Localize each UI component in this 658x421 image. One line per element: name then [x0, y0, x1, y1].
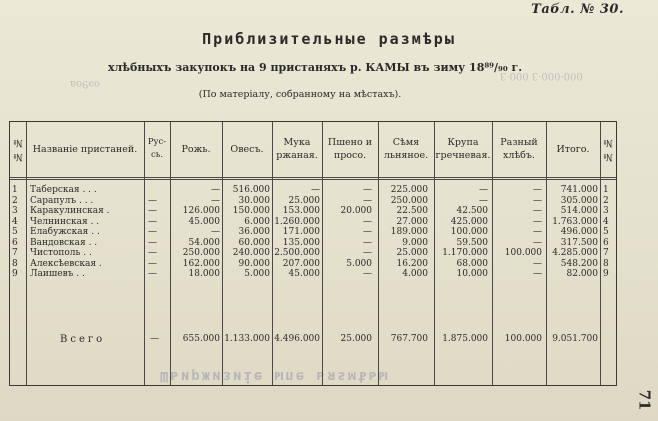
- cell-wheat: 20.000: [340, 206, 372, 216]
- cell-total: 496.000: [560, 227, 598, 237]
- header-total: Итого.: [556, 143, 590, 155]
- table-number: Табл. № 30.: [531, 2, 624, 17]
- cell-wheat: —: [363, 237, 372, 248]
- cell-flour: 171.000: [282, 227, 320, 237]
- header-rozh: Рожь.: [181, 143, 211, 155]
- bleed-through-text: 000·000·3 000·3: [500, 70, 583, 81]
- cell-buckwheat: 42.500: [456, 206, 488, 216]
- cell-misc: —: [533, 269, 542, 279]
- cell-no2: 8: [603, 258, 609, 269]
- cell-rozh: 250.000: [182, 248, 220, 258]
- cell-total: 514.000: [560, 206, 598, 216]
- totals-rozh: 655.000: [182, 334, 220, 344]
- cell-total: 82.000: [566, 269, 598, 279]
- cell-wheat: —: [363, 248, 372, 258]
- header-wheat: Пшено и просо.: [327, 137, 373, 161]
- cell-wheat: —: [363, 227, 372, 237]
- cell-misc: 100.000: [504, 248, 542, 258]
- cell-flour: 2.500.000: [274, 248, 320, 258]
- cell-total: 1.763.000: [552, 216, 598, 227]
- cell-rozh: —: [211, 185, 220, 195]
- cell-total: 548.200: [560, 258, 598, 269]
- cell-no: 9: [12, 269, 18, 279]
- cell-no: 2: [12, 195, 18, 206]
- cell-rozh: 18.000: [188, 269, 220, 279]
- cell-wheat: 5.000: [346, 258, 372, 269]
- source-note: (По матеріалу, собранному на мѣстахъ).: [198, 89, 402, 100]
- totals-flax: 767.700: [390, 334, 428, 344]
- header-no-right: № №: [602, 136, 614, 162]
- page-subtitle: хлѣбныхъ закупокъ на 9 пристаняхъ р. КАМЫ въ зиму 18⁸⁹/₉₀ г.: [107, 61, 523, 74]
- cell-rye: —: [148, 237, 157, 248]
- page-title: Приблизительные размѣры: [202, 30, 456, 48]
- totals-rye: —: [150, 334, 159, 344]
- header-name: Названіе пристаней.: [32, 143, 138, 155]
- cell-no2: 5: [603, 227, 609, 237]
- cell-no2: 4: [603, 216, 609, 227]
- cell-rozh: 126.000: [182, 206, 220, 216]
- cell-flour: 153.000: [282, 206, 320, 216]
- cell-flax: 4.000: [402, 269, 428, 279]
- cell-no: 6: [12, 237, 18, 248]
- cell-flour: 45.000: [288, 269, 320, 279]
- cell-flour: 135.000: [282, 237, 320, 248]
- cell-total: 317.500: [560, 237, 598, 248]
- cell-no2: 9: [603, 269, 609, 279]
- cell-buckwheat: 425.000: [450, 216, 488, 227]
- cell-no: 3: [12, 206, 18, 216]
- cell-oats: 5.000: [244, 269, 270, 279]
- cell-no: 7: [12, 248, 18, 258]
- cell-no: 4: [12, 216, 18, 227]
- data-table: [9, 121, 617, 386]
- cell-misc: —: [533, 237, 542, 248]
- totals-label: Всего: [60, 334, 106, 345]
- header-oats: Овесъ.: [230, 143, 264, 155]
- cell-oats: 516.000: [232, 185, 270, 195]
- cell-no2: 6: [603, 237, 609, 248]
- cell-wheat: —: [363, 269, 372, 279]
- cell-no: 1: [12, 185, 18, 195]
- cell-misc: —: [533, 227, 542, 237]
- cell-name: Лаишевъ . .: [30, 269, 85, 279]
- cell-flour: 207.000: [282, 258, 320, 269]
- cell-name: Таберская . . .: [30, 185, 97, 195]
- cell-total: 741.000: [560, 185, 598, 195]
- cell-flour: 1.260.000: [274, 216, 320, 227]
- cell-no2: 3: [603, 206, 609, 216]
- page-number: 71: [635, 389, 654, 411]
- bleed-through-text: оэ9оа: [70, 78, 100, 89]
- cell-misc: —: [533, 195, 542, 206]
- cell-rye: —: [148, 206, 157, 216]
- cell-rye: —: [148, 216, 157, 227]
- bleed-through-title: Шьиржизиіе ыпе ьяѕмѣьы: [160, 368, 390, 384]
- cell-flour: —: [311, 185, 320, 195]
- header-flax: Сѣмя льняное.: [383, 137, 429, 161]
- totals-wheat: 25.000: [340, 334, 372, 344]
- cell-rozh: 54.000: [188, 237, 220, 248]
- cell-misc: —: [533, 258, 542, 269]
- cell-oats: 36.000: [238, 227, 270, 237]
- cell-wheat: —: [363, 195, 372, 206]
- header-no: № №: [12, 136, 24, 162]
- cell-flax: 25.000: [396, 248, 428, 258]
- cell-buckwheat: 68.000: [456, 258, 488, 269]
- cell-name: Алексѣевская .: [30, 258, 102, 269]
- cell-flax: 225.000: [390, 185, 428, 195]
- header-flour: Мука ржаная.: [276, 137, 318, 161]
- cell-misc: —: [533, 185, 542, 195]
- cell-name: Каракулинская .: [30, 206, 110, 216]
- cell-rye: —: [148, 248, 157, 258]
- cell-buckwheat: 100.000: [450, 227, 488, 237]
- cell-flax: 250.000: [390, 195, 428, 206]
- cell-buckwheat: 59.500: [456, 237, 488, 248]
- cell-no2: 2: [603, 195, 609, 206]
- cell-rye: —: [148, 269, 157, 279]
- cell-buckwheat: —: [479, 195, 488, 206]
- cell-total: 305.000: [560, 195, 598, 206]
- cell-misc: —: [533, 216, 542, 227]
- cell-name: Сарапулъ . . .: [30, 195, 94, 206]
- cell-flour: 25.000: [288, 195, 320, 206]
- cell-oats: 30.000: [238, 195, 270, 206]
- cell-rozh: —: [211, 195, 220, 206]
- cell-buckwheat: 10.000: [456, 269, 488, 279]
- cell-total: 4.285.000: [552, 248, 598, 258]
- cell-no: 8: [12, 258, 18, 269]
- cell-rye: —: [148, 195, 157, 206]
- totals-misc: 100.000: [504, 334, 542, 344]
- totals-buckwheat: 1.875.000: [442, 334, 488, 344]
- cell-wheat: —: [363, 185, 372, 195]
- totals-total: 9.051.700: [552, 334, 598, 344]
- cell-name: Елабужская . .: [30, 227, 100, 237]
- cell-buckwheat: 1.170.000: [442, 248, 488, 258]
- cell-oats: 240.000: [232, 248, 270, 258]
- cell-rye: —: [148, 258, 157, 269]
- cell-name: Челнинская . .: [30, 216, 100, 227]
- totals-oats: 1.133.000: [224, 334, 270, 344]
- cell-rozh: 45.000: [188, 216, 220, 227]
- cell-name: Вандовская . .: [30, 237, 98, 248]
- cell-no: 5: [12, 227, 18, 237]
- cell-flax: 16.200: [396, 258, 428, 269]
- cell-buckwheat: —: [479, 185, 488, 195]
- cell-misc: —: [533, 206, 542, 216]
- cell-flax: 22.500: [396, 206, 428, 216]
- cell-oats: 90.000: [238, 258, 270, 269]
- cell-flax: 27.000: [396, 216, 428, 227]
- cell-no2: 7: [603, 248, 609, 258]
- cell-oats: 60.000: [238, 237, 270, 248]
- cell-name: Чистополь . .: [30, 248, 92, 258]
- cell-rozh: 162.000: [182, 258, 220, 269]
- cell-no2: 1: [603, 185, 609, 195]
- header-buckwheat: Крупа гречневая.: [435, 137, 491, 161]
- cell-oats: 6.000: [244, 216, 270, 227]
- header-rye: Рус-сь.: [147, 137, 167, 160]
- cell-flax: 9.000: [402, 237, 428, 248]
- header-misc: Разный хлѣбъ.: [500, 137, 538, 161]
- totals-flour: 4.496.000: [274, 334, 320, 344]
- cell-wheat: —: [363, 216, 372, 227]
- cell-rye: —: [148, 227, 157, 237]
- cell-rozh: —: [211, 227, 220, 237]
- cell-flax: 189.000: [390, 227, 428, 237]
- cell-oats: 150.000: [232, 206, 270, 216]
